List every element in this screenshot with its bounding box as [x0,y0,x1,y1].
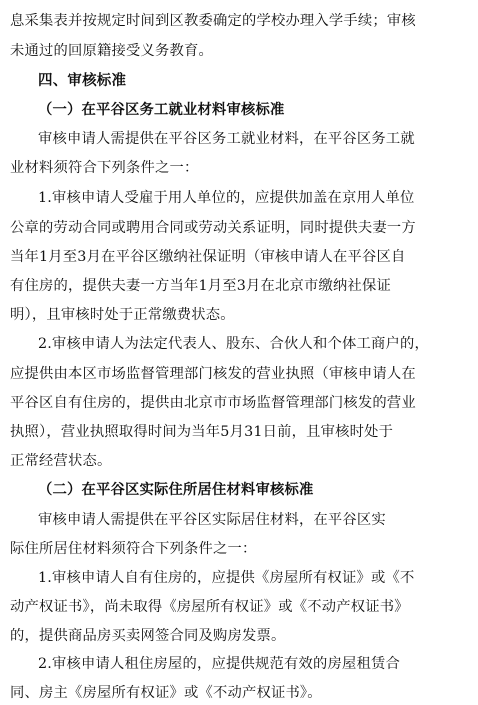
paragraph-line-2: 未通过的回原籍接受义务教育。 [10,43,213,59]
paragraph-line-6: 业材料须符合下列条件之一： [10,160,199,176]
paragraph-line-22: 的，提供商品房买卖网签合同及购房发票。 [10,628,286,644]
paragraph-line-5: 审核申请人需提供在平谷区务工就业材料，在平谷区务工就 [38,131,415,147]
paragraph-line-14: 平谷区自有住房的，提供由北京市市场监督管理部门核发的营业 [10,395,416,411]
paragraph-line-16: 正常经营状态。 [10,453,112,469]
paragraph-line-21: 动产权证书》，尚未取得《房屋所有权证》或《不动产权证书》 [10,599,409,615]
paragraph-line-10: 有住房的，提供夫妻一方当年1月至3月在北京市缴纳社保证 [10,278,392,294]
paragraph-line-13: 应提供由本区市场监督管理部门核发的营业执照（审核申请人在 [10,366,416,382]
subsection-heading-1: （一）在平谷区务工就业材料审核标准 [38,102,285,118]
paragraph-line-8: 公章的劳动合同或聘用合同或劳动关系证明，同时提供夫妻一方 [10,220,416,236]
paragraph-line-24: 同、房主《房屋所有权证》或《不动产权证书》。 [10,685,322,701]
paragraph-line-18: 审核申请人需提供在平谷区实际居住材料，在平谷区实 [38,512,386,528]
paragraph-line-1: 息采集表并按规定时间到区教委确定的学校办理入学手续；审核 [10,13,416,29]
paragraph-line-19: 际住所居住材料须符合下列条件之一： [10,541,257,557]
section-heading-4: 四、审核标准 [38,73,127,89]
paragraph-line-20: 1.审核申请人自有住房的，应提供《房屋所有权证》或《不 [38,570,415,586]
paragraph-line-9: 当年1月至3月在平谷区缴纳社保证明（审核申请人在平谷区自 [10,249,406,265]
subsection-heading-2: （二）在平谷区实际住所居住材料审核标准 [38,482,314,498]
paragraph-line-7: 1.审核申请人受雇于用人单位的，应提供加盖在京用人单位 [38,190,415,206]
paragraph-line-11: 明），且审核时处于正常缴费状态。 [10,307,235,323]
paragraph-line-15: 执照），营业执照取得时间为当年5月31日前，且审核时处于 [10,424,394,440]
paragraph-line-23: 2.审核申请人租住房屋的，应提供规范有效的房屋租赁合 [38,656,400,672]
paragraph-line-12: 2.审核申请人为法定代表人、股东、合伙人和个体工商户的， [38,336,429,352]
